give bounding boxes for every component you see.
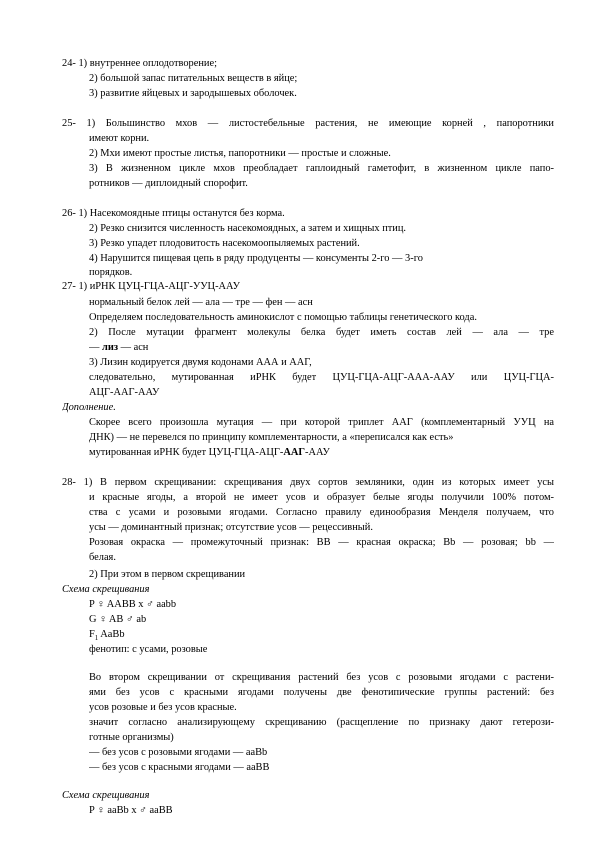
answer-27-line-5 <box>89 341 554 356</box>
answer-28-line-5: Розовая окраска — промежуточный признак: ВВ — красная окраска; Bb — розовая; bb — <box>89 537 554 548</box>
scheme-1-f-genotype: AaBb <box>98 629 125 640</box>
answer-27-line-2: нормальный белок лей — ала — тре — фен — асн <box>89 297 313 308</box>
answer-26-line-3: 3) Резко упадет плодовитость насекомоопыляемых растений. <box>89 238 360 249</box>
answer-26-line-5: порядков. <box>89 267 133 278</box>
answer-25-line-3: 2) Мхи имеют простые листья, папоротники — простые и сложные. <box>89 148 391 159</box>
answer-25-line-5: ротников — диплоидный спорофит. <box>89 178 248 189</box>
addition-heading: Дополнение. <box>62 402 116 413</box>
answer-28-line-3: ства с усами и розовыми ягодами. Согласно правилу единообразия Менделя получаем, что <box>89 507 554 518</box>
scheme-1-f-label: F <box>89 629 95 640</box>
addition-line-2: ДНК) — не перевелся по принципу комплементарности, а «переписался как есть» <box>89 432 454 443</box>
addition-line-3-suffix: -ААУ <box>305 447 330 458</box>
second-cross-line-1: Во втором скрещивании от скрещивания растений без усов с розовыми ягодами с растени- <box>89 672 554 683</box>
scheme-2-heading: Схема скрещивания <box>62 790 150 801</box>
scheme-1-heading: Схема скрещивания <box>62 584 150 595</box>
addition-codon-bold: ААГ <box>283 447 305 458</box>
answer-28-line-6: белая. <box>89 552 116 563</box>
answer-27-line-6: 3) Лизин кодируется двумя кодонами ААА и ААГ, <box>89 357 312 368</box>
scheme-1-f-subscript: 1 <box>94 634 99 643</box>
second-cross-line-6: — без усов с розовыми ягодами — aaBb <box>89 747 268 758</box>
answer-27-line-7: следовательно, мутированная иРНК будет ЦУЦ-ГЦА-АЦГ-ААА-ААУ или ЦУЦ-ГЦА- <box>89 372 554 383</box>
answer-28-line-4: усы — доминантный признак; отсутствие усов — рецессивный. <box>89 522 373 533</box>
answer-28-line-1: 28- 1) В первом скрещивании: скрещивания двух сортов земляники, один из которых имеет усы <box>62 477 554 488</box>
answer-25-line-2: имеют корни. <box>89 133 150 144</box>
second-cross-line-2: ями без усов с красными ягодами получены две фенотипические группы растений: без <box>89 687 554 698</box>
answer-27-line-1: 27- 1) иРНК ЦУЦ-ГЦА-АЦГ-УУЦ-ААУ <box>62 281 240 292</box>
addition-line-3-prefix: мутированная иРНК будет ЦУЦ-ГЦА-АЦГ- <box>89 447 284 458</box>
answer-27-line-3: Определяем последовательность аминокислот с помощью таблицы генетического кода. <box>89 312 477 323</box>
second-cross-line-5: готные организмы) <box>89 732 174 743</box>
answer-25-line-1: 25- 1) Большинство мхов — листостебельные растения, не имеющие корней , папоротники <box>62 118 554 129</box>
answer-28-line-2: и красные ягоды, а второй не имеет усов и образует белые ягоды получили 100% потом- <box>89 492 554 503</box>
second-cross-line-3: усов розовые и без усов красные. <box>89 702 237 713</box>
answer-24-line-3: 3) развитие яйцевых и зародышевых оболочек. <box>89 88 297 99</box>
scheme-1-phenotype: фенотип: с усами, розовые <box>89 644 208 655</box>
answer-27-lysine-bold: лиз <box>102 342 118 353</box>
second-cross-line-7: — без усов с красными ягодами — aaBB <box>89 762 270 773</box>
answer-27-line-5-suffix: — асн <box>118 342 149 353</box>
addition-line-1: Скорее всего произошла мутация — при которой триплет ААГ (комплементарный УУЦ на <box>89 417 554 428</box>
answer-28-line-7: 2) При этом в первом скрещивании <box>89 569 246 580</box>
answer-26-line-1: 26- 1) Насекомоядные птицы останутся без корма. <box>62 208 285 219</box>
answer-24-line-1: 24- 1) внутреннее оплодотворение; <box>62 58 217 69</box>
answer-24-line-2: 2) большой запас питательных веществ в яйце; <box>89 73 298 84</box>
answer-26-line-4: 4) Нарушится пищевая цепь в ряду продуценты — консументы 2-го — 3-го <box>89 253 423 264</box>
answer-27-line-5-prefix: — <box>89 342 102 353</box>
scheme-1-gametes: G ♀ AB ♂ ab <box>89 614 147 625</box>
scheme-1-parents: P ♀ AABB x ♂ aabb <box>89 599 177 610</box>
answer-27-line-4: 2) После мутации фрагмент молекулы белка будет иметь состав лей — ала — тре <box>89 327 554 338</box>
answer-27-line-8: АЦГ-ААГ-ААУ <box>89 387 160 398</box>
scheme-2-parents: P ♀ aaBb x ♂ aaBB <box>89 805 173 816</box>
scheme-1-offspring <box>89 628 554 643</box>
second-cross-line-4: значит согласно анализирующему скрещиванию (расщепление по признаку дают гетерози- <box>89 717 554 728</box>
addition-line-3 <box>89 446 554 461</box>
answer-25-line-4: 3) В жизненном цикле мхов преобладает гаплоидный гаметофит, в жизненном цикле папо- <box>89 163 554 174</box>
answer-26-line-2: 2) Резко снизится численность насекомоядных, а затем и хищных птиц. <box>89 223 407 234</box>
